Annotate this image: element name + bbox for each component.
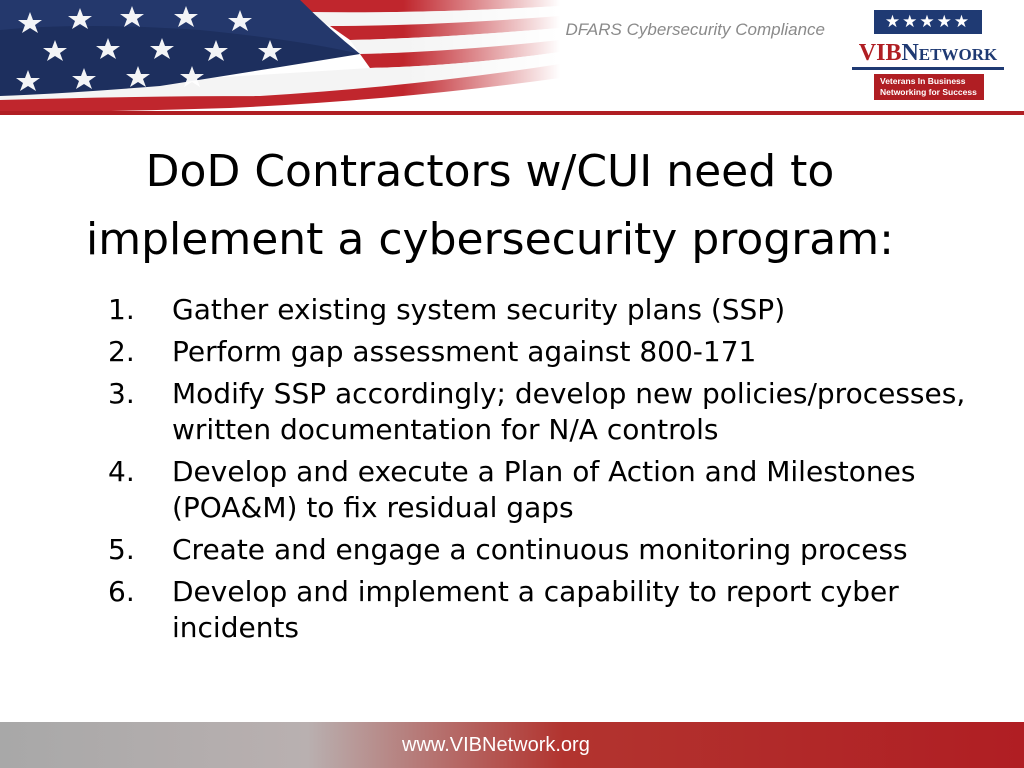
step-text: Develop and implement a capability to report cyber incidents [172,575,899,644]
footer-website-link[interactable]: www.VIBNetwork.org [402,734,590,756]
logo-tagline-line1: Veterans In Business [880,76,966,86]
step-text: Create and engage a continuous monitoring process [172,533,908,566]
step-number: 5. [108,533,135,566]
step-number: 4. [108,455,135,488]
slide-title-line2: implement a cybersecurity program: [86,214,894,265]
step-text: Develop and execute a Plan of Action and Milestones (POA&M) to fix residual gaps [172,455,916,524]
steps-list [108,292,978,652]
slide-title [40,138,940,274]
step-number: 1. [108,293,135,326]
step-text: Perform gap assessment against 800-171 [172,335,757,368]
logo-tagline-line2: Networking for Success [880,87,977,97]
step-item [108,454,978,526]
step-item [108,292,978,328]
step-item [108,334,978,370]
vib-network-logo [852,10,1004,102]
logo-wordmark-network: Network [901,40,998,66]
step-text: Modify SSP accordingly; develop new policies/processes, written documentation for N/A controls [172,377,966,446]
logo-wordmark-vib: VIB [858,40,902,66]
step-number: 2. [108,335,135,368]
american-flag-banner [0,0,560,112]
header-tagline: DFARS Cybersecurity Compliance [565,20,825,39]
step-item [108,574,978,646]
step-item [108,532,978,568]
step-item [108,376,978,448]
logo-wordmark [852,36,1004,70]
logo-stars-icon: ★★★★★ [874,10,982,34]
header-divider [0,111,1024,115]
logo-tagline [874,74,984,100]
step-text: Gather existing system security plans (SSP) [172,293,786,326]
slide-title-line1: DoD Contractors w/CUI need to [145,146,835,197]
step-number: 6. [108,575,135,608]
step-number: 3. [108,377,135,410]
